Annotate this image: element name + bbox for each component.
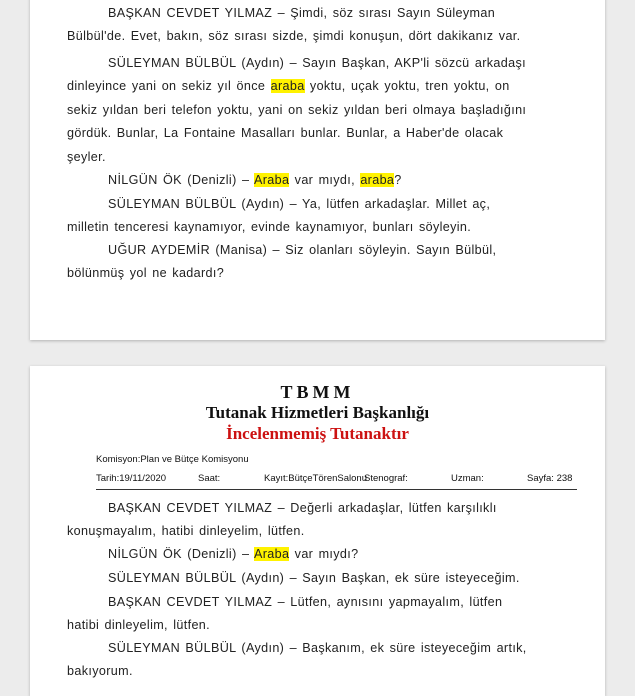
- transcript-paragraph: SÜLEYMAN BÜLBÜL (Aydın) – Ya, lütfen arkadaşlar. Millet aç, milletin tenceresi kaynamıyor, evinde kaynamıyor, bunları söyleyin.: [67, 197, 491, 235]
- transcript-paragraph: BAŞKAN CEVDET YILMAZ – Değerli arkadaşlar, lütfen karşılıklı konuşmayalım, hatibi dinleyelim, lütfen.: [67, 501, 497, 539]
- unreviewed-notice: İncelenmemiş Tutanaktır: [226, 424, 409, 443]
- highlighted-word: araba: [360, 173, 395, 187]
- page-number-label: Sayfa: 238: [527, 473, 573, 484]
- speaker-name: SÜLEYMAN BÜLBÜL (Aydın): [108, 641, 285, 655]
- speaker-name: SÜLEYMAN BÜLBÜL (Aydın): [108, 197, 285, 211]
- speaker-name: NİLGÜN ÖK (Denizli): [108, 173, 237, 187]
- speaker-name: SÜLEYMAN BÜLBÜL (Aydın): [108, 571, 285, 585]
- stenographer-label: Stenograf:: [364, 473, 408, 484]
- commission-label: Komisyon:Plan ve Bütçe Komisyonu: [96, 454, 249, 465]
- document-title: TBMM: [280, 382, 355, 402]
- speaker-name: BAŞKAN CEVDET YILMAZ: [108, 6, 273, 20]
- speaker-name: NİLGÜN ÖK (Denizli): [108, 547, 237, 561]
- transcript-paragraph: BAŞKAN CEVDET YILMAZ – Şimdi, söz sırası Sayın Süleyman Bülbül'de. Evet, bakın, söz sırası sizde, şimdi konuşun, dört dakikanız var.: [67, 6, 521, 44]
- transcript-paragraph: BAŞKAN CEVDET YILMAZ – Lütfen, aynısını yapmayalım, lütfen hatibi dinleyelim, lütfen.: [67, 595, 503, 633]
- transcript-paragraph: SÜLEYMAN BÜLBÜL (Aydın) – Sayın Başkan, ek süre isteyeceğim.: [108, 571, 520, 585]
- date-label: Tarih:19/11/2020: [96, 473, 167, 484]
- recording-label: Kayıt:BütçeTörenSalonu: [264, 473, 367, 484]
- expert-label: Uzman:: [451, 473, 484, 484]
- transcript-paragraph: NİLGÜN ÖK (Denizli) – Araba var mıydı?: [108, 547, 359, 561]
- transcript-paragraph: SÜLEYMAN BÜLBÜL (Aydın) – Sayın Başkan, AKP'li sözcü arkadaşı dinleyince yani on sekiz yıl önce araba yoktu, uçak yoktu, tren yoktu, on sekiz yıldan beri telefon yoktu, yani on sekiz yıldan beri olmaya başladığını gördük. Bunlar, La Fontaine Masalları bunlar. Bunlar, a Haber'de olacak şeyler.: [67, 56, 527, 164]
- highlighted-word: Araba: [253, 547, 290, 561]
- transcript-paragraph: UĞUR AYDEMİR (Manisa) – Siz olanları söyleyin. Sayın Bülbül, bölünmüş yol ne kadardı?: [67, 243, 497, 281]
- speaker-name: SÜLEYMAN BÜLBÜL (Aydın): [108, 56, 285, 70]
- speaker-name: BAŞKAN CEVDET YILMAZ: [108, 595, 273, 609]
- speaker-name: UĞUR AYDEMİR (Manisa): [108, 243, 268, 257]
- header-divider: [96, 489, 577, 490]
- highlighted-word: Araba: [253, 173, 290, 187]
- document-subtitle: Tutanak Hizmetleri Başkanlığı: [205, 403, 430, 422]
- transcript-paragraph: NİLGÜN ÖK (Denizli) – Araba var mıydı, araba?: [108, 173, 402, 187]
- transcript-paragraph: SÜLEYMAN BÜLBÜL (Aydın) – Başkanım, ek süre isteyeceğim artık, bakıyorum.: [67, 641, 527, 679]
- time-label: Saat:: [198, 473, 221, 484]
- speaker-name: BAŞKAN CEVDET YILMAZ: [108, 501, 273, 515]
- highlighted-word: araba: [270, 79, 305, 94]
